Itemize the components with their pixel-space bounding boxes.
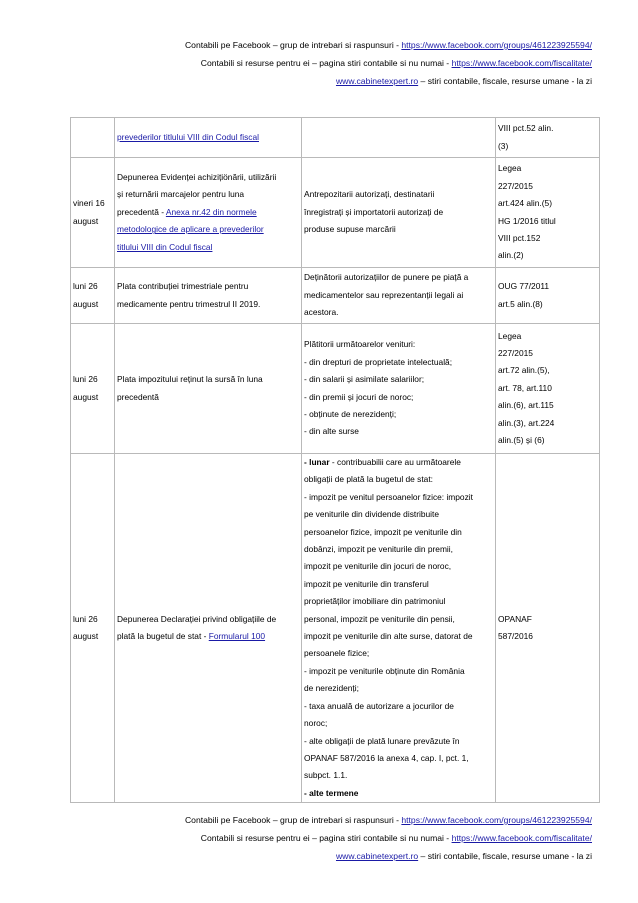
taxpayer-cell: - lunar - contribuabilii care au următoarele obligații de plată la bugetul de stat: - impozit pe venitul persoanelor fizice: impozit pe veniturile din dividende distribuite persoanelor fizice, impozit pe veniturile din dobânzi, impozit pe veniturile din premii, impozit pe veniturile din jocuri de noroc, impozit pe veniturile din transferul proprietăților imobiliare din patrimoniul personal, impozit pe veniturile din pensii, impozit pe veniturile din alte surse, datorat de persoanele fizice; - impozit pe veniturile obținute din România de nerezidenți; - taxa anuală de autorizare a jocurilor de noroc; - alte obligații de plată lunare prevăzute în OPANAF 587/2016 la anexa 4, cap. I, pct. 1, subpct. 1.1. - alte termene (302, 454, 496, 803)
footer-line-3: www.cabinetexpert.ro – stiri contabile, fiscale, resurse umane - la zi (335, 851, 592, 861)
footer-line-2: Contabili si resurse pentru ei – pagina stiri contabile si nu numai - https://www.facebook.com/fiscalitate/ (200, 833, 592, 843)
description-cell (115, 118, 302, 158)
cabinetexpert-link[interactable]: www.cabinetexpert.ro (335, 76, 419, 86)
table-row (71, 454, 600, 803)
taxpayer-cell: Antrepozitarii autorizați, destinatarii înregistrați și importatorii autorizați de produse supuse marcării (302, 158, 496, 268)
taxpayer-cell: Deținătorii autorizațiilor de punere pe piață a medicamentelor sau reprezentanții legali ai acestora. (302, 268, 496, 324)
description-cell: Plata contribuției trimestriale pentru medicamente pentru trimestrul II 2019. (115, 268, 302, 324)
form-100-link[interactable]: Formularul 100 (208, 631, 266, 642)
facebook-page-link[interactable]: https://www.facebook.com/fiscalitate/ (451, 58, 592, 68)
cabinetexpert-link[interactable]: www.cabinetexpert.ro (335, 851, 419, 861)
date-cell (71, 118, 115, 158)
taxpayer-cell: Plătitorii următoarelor venituri: - din drepturi de proprietate intelectuală; - din salarii și asimilate salariilor; - din premii și jocuri de noroc; - obținute de nerezidenți; - din alte surse (302, 324, 496, 454)
table-row (71, 158, 600, 268)
table-row (71, 324, 600, 454)
header-line-2: Contabili si resurse pentru ei – pagina stiri contabile si nu numai - https://www.facebook.com/fiscalitate/ (200, 58, 592, 68)
legal-basis-cell: Legea 227/2015 art.424 alin.(5) HG 1/2016 titlul VIII pct.152 alin.(2) (496, 158, 600, 268)
date-cell: luni 26 august (71, 324, 115, 454)
page-footer (0, 811, 592, 865)
taxpayer-cell (302, 118, 496, 158)
description-cell: Depunerea Evidenței achizițiönării, utilizării și returnării marcajelor pentru luna precedentă - Anexa nr.42 din normele metodologice de aplicare a prevederilor titlului VIII din Codul fiscal (115, 158, 302, 268)
date-cell: luni 26 august (71, 454, 115, 803)
regulation-link[interactable]: prevederilor titlului VIII din Codul fiscal (117, 131, 259, 142)
legal-basis-cell: Legea 227/2015 art.72 alin.(5), art. 78, art.110 alin.(6), art.115 alin.(3), art.224 alin.(5) și (6) (496, 324, 600, 454)
facebook-page-link[interactable]: https://www.facebook.com/fiscalitate/ (451, 833, 592, 843)
facebook-group-link[interactable]: https://www.facebook.com/groups/461223925594/ (401, 40, 592, 50)
legal-basis-cell: OPANAF 587/2016 (496, 454, 600, 803)
fiscal-calendar-table (70, 117, 600, 803)
description-cell: Plata impozitului reținut la sursă în luna precedentă (115, 324, 302, 454)
footer-line-1: Contabili pe Facebook – grup de intrebari si raspunsuri - https://www.facebook.com/groups/461223925594/ (184, 815, 592, 825)
header-line-1: Contabili pe Facebook – grup de intrebari si raspunsuri - https://www.facebook.com/groups/461223925594/ (184, 40, 592, 50)
description-cell: Depunerea Declarației privind obligațiile de plată la bugetul de stat - Formularul 100 (115, 454, 302, 803)
legal-basis-cell: OUG 77/2011 art.5 alin.(8) (496, 268, 600, 324)
table-row (71, 118, 600, 158)
header-line-3: www.cabinetexpert.ro – stiri contabile, fiscale, resurse umane - la zi (335, 76, 592, 86)
date-cell: luni 26 august (71, 268, 115, 324)
facebook-group-link[interactable]: https://www.facebook.com/groups/461223925594/ (401, 815, 592, 825)
annex-42-link[interactable]: Anexa nr.42 din normele metodologice de aplicare a prevederilor titlului VIII din Codul fiscal (117, 206, 264, 252)
legal-basis-cell: VIII pct.52 alin. (3) (496, 118, 600, 158)
date-cell: vineri 16 august (71, 158, 115, 268)
table-row (71, 268, 600, 324)
page-header (0, 36, 592, 90)
